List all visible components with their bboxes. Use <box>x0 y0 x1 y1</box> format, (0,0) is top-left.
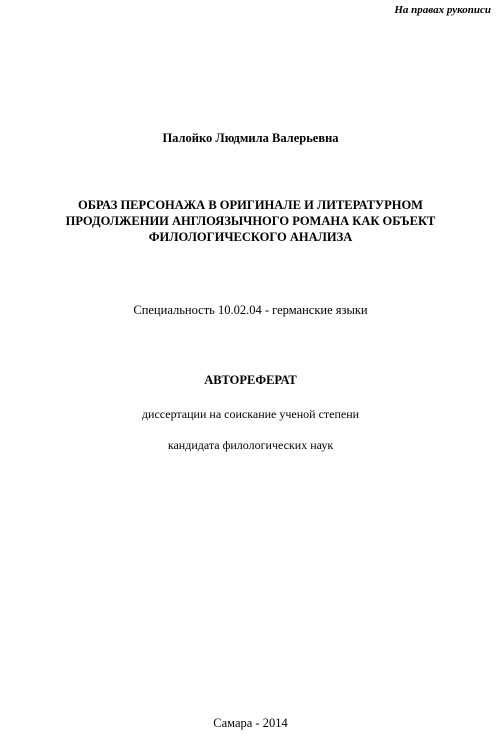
dissertation-title <box>0 197 501 245</box>
title-line: ФИЛОЛОГИЧЕСКОГО АНАЛИЗА <box>148 230 353 244</box>
purpose-line: диссертации на соискание ученой степени <box>141 407 360 421</box>
degree-line: кандидата филологических наук <box>167 438 334 452</box>
place-and-year: Самара - 2014 <box>213 716 288 730</box>
manuscript-rights-note: На правах рукописи <box>394 4 491 16</box>
document-type-heading: АВТОРЕФЕРАТ <box>204 373 297 387</box>
specialty-line: Специальность 10.02.04 - германские языки <box>133 303 368 317</box>
title-line: ПРОДОЛЖЕНИИ АНГЛОЯЗЫЧНОГО РОМАНА КАК ОБЪЕКТ <box>65 214 436 228</box>
author-name: Палойко Людмила Валерьевна <box>162 131 339 145</box>
title-line: ОБРАЗ ПЕРСОНАЖА В ОРИГИНАЛЕ И ЛИТЕРАТУРНОМ <box>78 198 423 212</box>
